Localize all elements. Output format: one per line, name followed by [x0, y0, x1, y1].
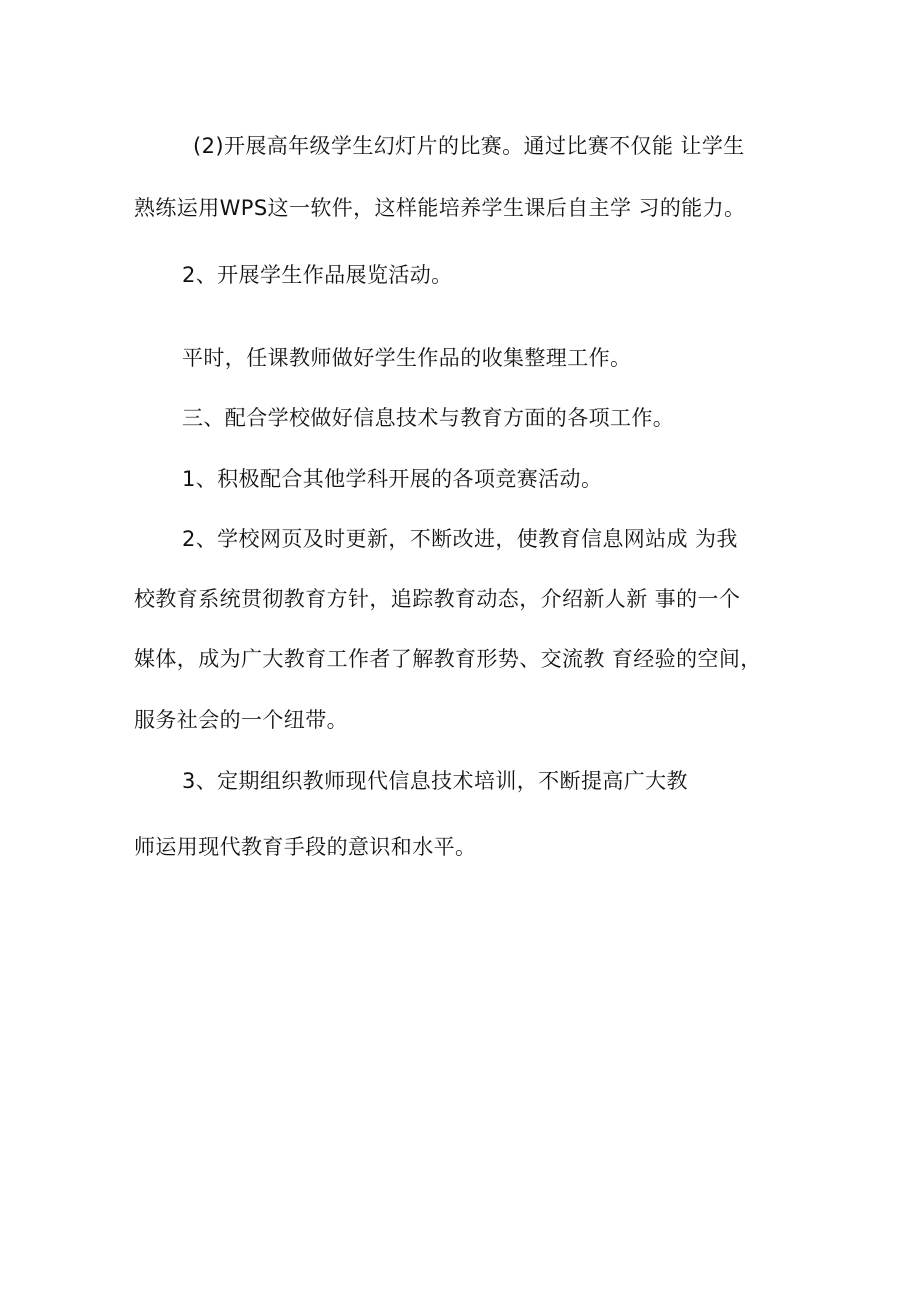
paragraph-line-9: 媒体，成为广大教育工作者了解教育形势、交流教 育经验的空间，	[134, 647, 762, 671]
paragraph-line-12: 师运用现代教育手段的意识和水平。	[134, 835, 477, 859]
paragraph-line-10: 服务社会的一个纽带。	[134, 708, 348, 732]
paragraph-line-2: 熟练运用WPS这一软件，这样能培养学生课后自主学 习的能力。	[134, 196, 746, 220]
paragraph-line-1: (2)开展高年级学生幻灯片的比赛。通过比赛不仅能 让学生	[193, 134, 745, 158]
paragraph-line-7: 2、学校网页及时更新，不断改进，使教育信息网站成 为我	[182, 527, 738, 551]
paragraph-line-4: 平时，任课教师做好学生作品的收集整理工作。	[182, 346, 632, 370]
paragraph-line-3: 2、开展学生作品展览活动。	[182, 263, 453, 287]
paragraph-line-11: 3、定期组织教师现代信息技术培训，不断提高广大教	[182, 769, 688, 793]
paragraph-line-8: 校教育系统贯彻教育方针，追踪教育动态，介绍新人新 事的一个	[134, 587, 741, 611]
paragraph-line-6: 1、积极配合其他学科开展的各项竞赛活动。	[182, 467, 603, 491]
paragraph-line-5: 三、配合学校做好信息技术与教育方面的各项工作。	[182, 406, 675, 430]
